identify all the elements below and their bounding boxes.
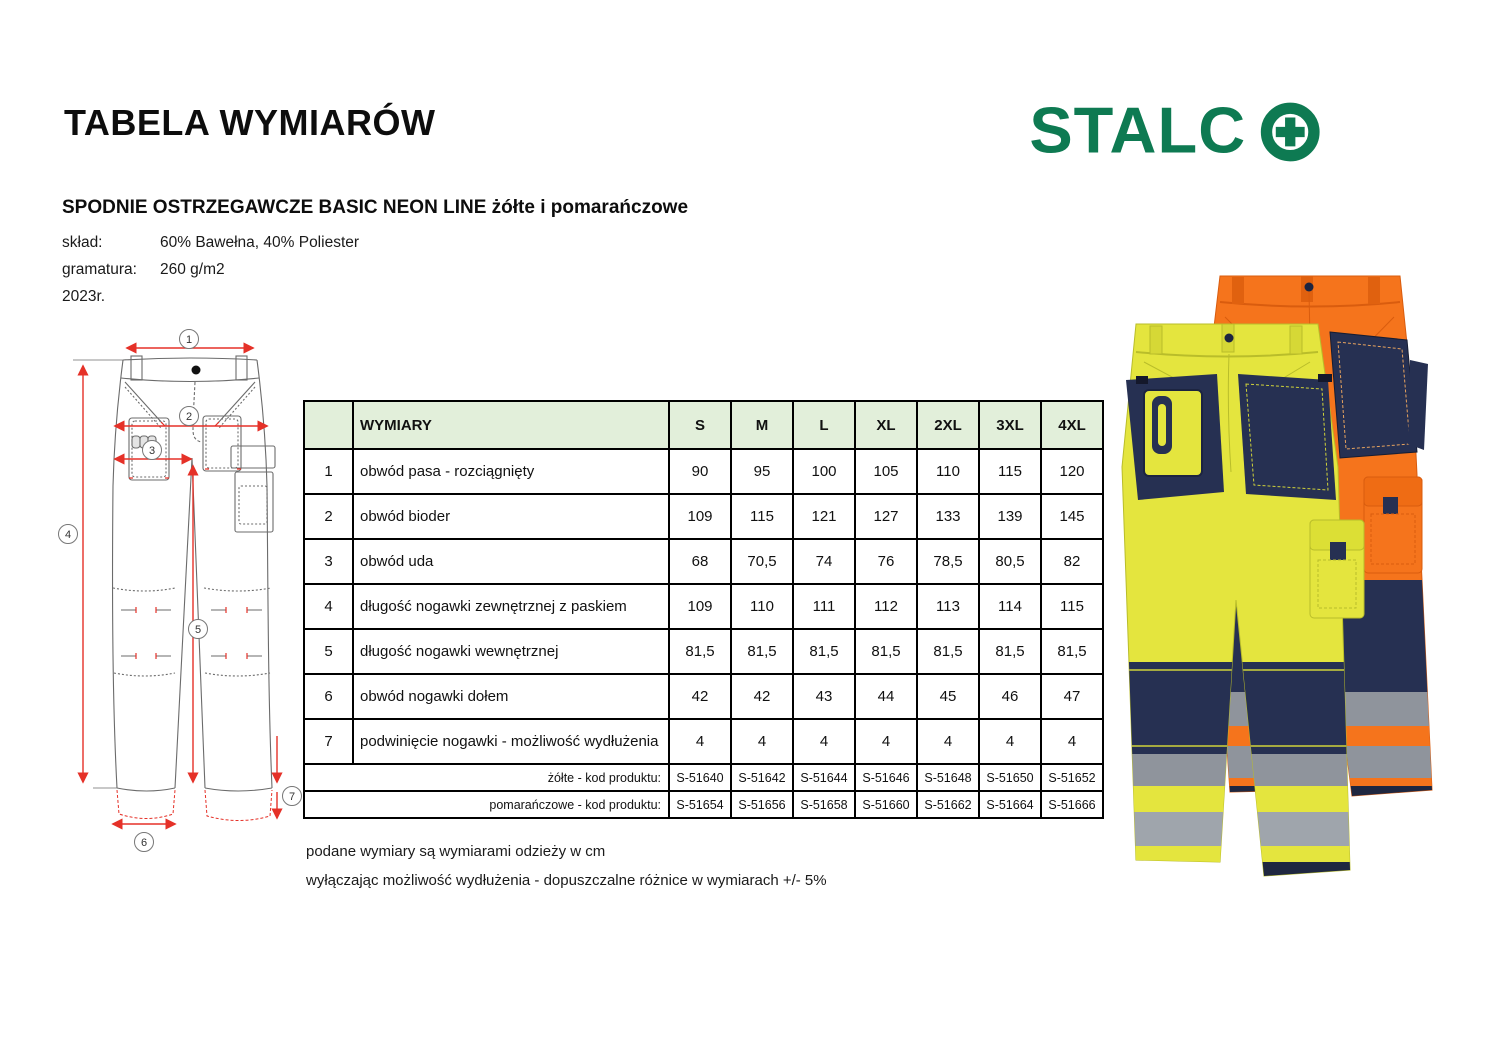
- measurement-value: 81,5: [917, 629, 979, 674]
- measurement-row: [304, 449, 1103, 494]
- measurement-value: 70,5: [731, 539, 793, 584]
- row-number: 2: [304, 494, 353, 539]
- measurement-value: 4: [669, 719, 731, 764]
- measurement-value: 100: [793, 449, 855, 494]
- measurement-value: 81,5: [979, 629, 1041, 674]
- size-column-header: 4XL: [1041, 401, 1103, 449]
- size-column-header: 2XL: [917, 401, 979, 449]
- yellow-trousers: [1112, 324, 1364, 880]
- measurement-label: obwód bioder: [353, 494, 669, 539]
- size-column-header: 3XL: [979, 401, 1041, 449]
- sklad-value: 60% Bawełna, 40% Poliester: [160, 234, 360, 251]
- corner-cell: [304, 401, 353, 449]
- size-column-header: L: [793, 401, 855, 449]
- measurement-value: 4: [979, 719, 1041, 764]
- measurement-label: obwód nogawki dołem: [353, 674, 669, 719]
- measurement-row: [304, 494, 1103, 539]
- measurement-value: 81,5: [731, 629, 793, 674]
- brand-wordmark-text: STALC: [1029, 100, 1247, 166]
- hem-extension-dashed: [117, 790, 272, 821]
- measurement-value: 112: [855, 584, 917, 629]
- dimension-markers: [59, 330, 302, 852]
- page-title: TABELA WYMIARÓW: [64, 102, 436, 143]
- product-info: [62, 197, 822, 310]
- measurement-value: 81,5: [855, 629, 917, 674]
- product-code: S-51666: [1041, 791, 1103, 818]
- measurement-value: 120: [1041, 449, 1103, 494]
- measurement-value: 46: [979, 674, 1041, 719]
- measurement-value: 114: [979, 584, 1041, 629]
- year-value: 2023r.: [62, 288, 106, 305]
- svg-text:4: 4: [64, 529, 72, 541]
- measurement-value: 95: [731, 449, 793, 494]
- measurement-value: 4: [917, 719, 979, 764]
- notes: [306, 843, 827, 901]
- product-code: S-51662: [917, 791, 979, 818]
- measurement-value: 133: [917, 494, 979, 539]
- product-name: SPODNIE OSTRZEGAWCZE BASIC NEON LINE żółte i pomarańczowe: [62, 197, 689, 218]
- measurement-row: [304, 584, 1103, 629]
- product-code: S-51650: [979, 764, 1041, 791]
- svg-text:6: 6: [140, 837, 148, 849]
- size-table: [303, 400, 1104, 819]
- measurement-value: 68: [669, 539, 731, 584]
- row-number: 7: [304, 719, 353, 764]
- size-column-header: S: [669, 401, 731, 449]
- measurement-value: 109: [669, 494, 731, 539]
- measurement-value: 4: [1041, 719, 1103, 764]
- product-code: S-51652: [1041, 764, 1103, 791]
- svg-text:7: 7: [288, 791, 296, 803]
- measurement-value: 90: [669, 449, 731, 494]
- svg-text:2: 2: [185, 411, 193, 423]
- size-table-body: [304, 449, 1103, 818]
- measurement-value: 127: [855, 494, 917, 539]
- measurement-label: obwód pasa - rozciągnięty: [353, 449, 669, 494]
- sklad-label: skład:: [62, 234, 103, 251]
- spec-gramatura: [62, 256, 822, 283]
- measurement-value: 81,5: [1041, 629, 1103, 674]
- product-code: S-51658: [793, 791, 855, 818]
- measurement-value: 82: [1041, 539, 1103, 584]
- spec-year: [62, 283, 822, 310]
- measurement-value: 47: [1041, 674, 1103, 719]
- measurement-value: 111: [793, 584, 855, 629]
- measurement-value: 42: [731, 674, 793, 719]
- product-code: S-51656: [731, 791, 793, 818]
- measurement-value: 78,5: [917, 539, 979, 584]
- note-line: podane wymiary są wymiarami odzieży w cm: [306, 843, 606, 860]
- measurement-value: 80,5: [979, 539, 1041, 584]
- marker-4: [59, 525, 78, 544]
- product-code: S-51640: [669, 764, 731, 791]
- gramatura-value: 260 g/m2: [160, 261, 225, 278]
- marker-2: [180, 407, 199, 426]
- measurement-value: 110: [731, 584, 793, 629]
- row-number: 3: [304, 539, 353, 584]
- measurement-value: 145: [1041, 494, 1103, 539]
- measurement-value: 42: [669, 674, 731, 719]
- product-code: S-51660: [855, 791, 917, 818]
- measurement-value: 81,5: [793, 629, 855, 674]
- measurement-value: 74: [793, 539, 855, 584]
- note-line: wyłączając możliwość wydłużenia - dopuszczalne różnice w wymiarach +/- 5%: [306, 872, 827, 889]
- measurement-label: długość nogawki wewnętrznej: [353, 629, 669, 674]
- spec-sklad: [62, 229, 822, 256]
- measurement-value: 121: [793, 494, 855, 539]
- product-code-row: [304, 764, 1103, 791]
- row-number: 6: [304, 674, 353, 719]
- product-code-label: żółte - kod produktu:: [304, 764, 669, 791]
- measurement-value: 115: [979, 449, 1041, 494]
- measurement-value: 110: [917, 449, 979, 494]
- marker-6: [135, 833, 154, 852]
- size-column-header: M: [731, 401, 793, 449]
- marker-7: [283, 787, 302, 806]
- measurement-row: [304, 674, 1103, 719]
- dimensions-header: WYMIARY: [353, 401, 669, 449]
- row-number: 1: [304, 449, 353, 494]
- measurement-row: [304, 629, 1103, 674]
- measurement-label: obwód uda: [353, 539, 669, 584]
- product-code-row: [304, 791, 1103, 818]
- measurement-value: 43: [793, 674, 855, 719]
- stalco-logo: [1028, 100, 1340, 166]
- measurement-value: 81,5: [669, 629, 731, 674]
- svg-text:5: 5: [194, 624, 202, 636]
- measurement-value: 139: [979, 494, 1041, 539]
- brand-circle-plus-icon: [1267, 108, 1314, 155]
- marker-3: [143, 441, 162, 460]
- product-code: S-51664: [979, 791, 1041, 818]
- size-column-header: XL: [855, 401, 917, 449]
- measurement-value: 76: [855, 539, 917, 584]
- measurement-value: 4: [793, 719, 855, 764]
- row-number: 5: [304, 629, 353, 674]
- product-photo: [1112, 262, 1500, 922]
- product-code: S-51642: [731, 764, 793, 791]
- measurement-diagram: [55, 326, 305, 858]
- size-table-head: [304, 401, 1103, 449]
- trousers-outline: [73, 356, 275, 791]
- measurement-value: 44: [855, 674, 917, 719]
- measurement-value: 115: [731, 494, 793, 539]
- marker-5: [189, 620, 208, 639]
- measurement-value: 4: [731, 719, 793, 764]
- row-number: 4: [304, 584, 353, 629]
- measurement-row: [304, 719, 1103, 764]
- size-table-header-row: [304, 401, 1103, 449]
- measurement-value: 45: [917, 674, 979, 719]
- product-code: S-51648: [917, 764, 979, 791]
- product-code: S-51654: [669, 791, 731, 818]
- svg-text:1: 1: [185, 334, 193, 346]
- product-code: S-51646: [855, 764, 917, 791]
- product-code-label: pomarańczowe - kod produktu:: [304, 791, 669, 818]
- measurement-value: 105: [855, 449, 917, 494]
- measurement-label: podwinięcie nogawki - możliwość wydłużenia: [353, 719, 669, 764]
- gramatura-label: gramatura:: [62, 261, 137, 278]
- product-code: S-51644: [793, 764, 855, 791]
- measurement-value: 115: [1041, 584, 1103, 629]
- measurement-row: [304, 539, 1103, 584]
- measurement-value: 4: [855, 719, 917, 764]
- measurement-value: 109: [669, 584, 731, 629]
- svg-text:3: 3: [148, 445, 156, 457]
- measurement-value: 113: [917, 584, 979, 629]
- marker-1: [180, 330, 199, 349]
- measurement-label: długość nogawki zewnętrznej z paskiem: [353, 584, 669, 629]
